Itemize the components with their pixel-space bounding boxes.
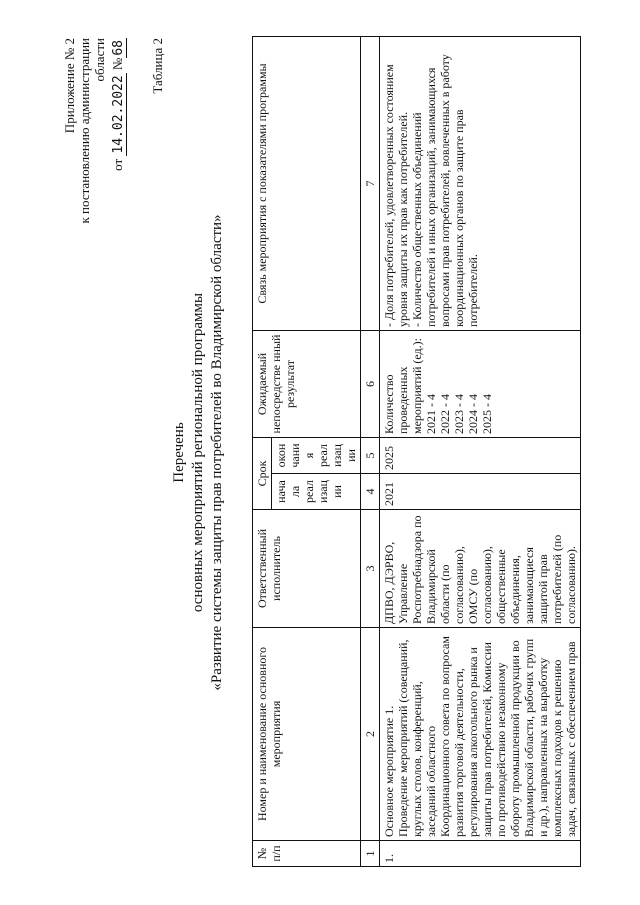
col-number: 6 [361,331,380,438]
measure-name: Основное мероприятие 1. Проведение мероприятий (совещаний, круглых столов, конференций, заседаний областного Координационного совета по вопросам развития торговой деятельности, регулирования алкогольного рынка и защиты прав потребителей, Комиссии по противодействию незаконному обороту промышленной продукции во Владимирской области, рабочих групп и др.), направленных на выработку комплексных подходов к решению задач, связанных с обеспечением прав [380,628,581,841]
col-header-link: Связь мероприятия с показателями программы [253,37,361,331]
appendix-line-2: к постановлению администрации [77,38,92,224]
col-header-term: Срок [253,438,272,510]
col-header-result: Ожидаемый непосредстве нный результат [253,331,361,438]
date-prefix: от [110,158,125,171]
appendix-header [62,38,107,224]
title-line-2: основных мероприятий региональной программы [190,292,206,613]
document-title [170,0,227,905]
appendix-line-1: Приложение № 2 [62,38,77,134]
column-numbers-row [361,37,380,867]
decree-date: 14.02.2022 [111,75,126,154]
col-header-number: № п/п [253,841,361,867]
col-number: 4 [361,474,380,510]
measures-table [252,36,581,867]
col-number: 7 [361,37,380,331]
col-header-end: окон чани я реал изац ии [272,438,361,474]
col-number: 3 [361,510,380,628]
table-label: Таблица 2 [150,38,165,94]
measure-link-to-indicators: - Доля потребителей, удовлетворенных состоянием уровня защиты их прав как потребителей. - Количество общественных объединений потребителей и иных организаций, занимающихся вопросами прав потребителей, вовлеченных в работу координационных органов по защите прав потребителей. [380,37,581,331]
decree-date-line [110,38,127,171]
col-number: 5 [361,438,380,474]
measure-executor: ДПВО, ДЭРВО, Управление Роспотребнадзора по Владимирской области (по согласованию), ОМСУ (по согласованию), общественные объединения, занимающиеся защитой прав потребителей (по согласованию). [380,510,581,628]
col-header-name: Номер и наименование основного мероприятия [253,628,361,841]
number-prefix: № [110,57,125,71]
title-line-3: «Развитие системы защиты прав потребителей во Владимирской области» [209,214,225,691]
title-line-1: Перечень [171,422,187,483]
measure-end-year: 2025 [380,438,581,474]
col-number: 2 [361,628,380,841]
col-number: 1 [361,841,380,867]
decree-number: 68 [111,40,126,56]
table-row [380,37,581,867]
row-number: 1. [380,841,581,867]
appendix-line-3: области [92,38,107,82]
measure-start-year: 2021 [380,474,581,510]
col-header-start: нача ла реал изац ии [272,474,361,510]
col-header-executor: Ответственный исполнитель [253,510,361,628]
header-row-1 [253,37,272,867]
measure-result: Количество проведенных мероприятий (ед.): 2021 - 4 2022 - 4 2023 - 4 2024 - 4 2025 - 4 [380,331,581,438]
